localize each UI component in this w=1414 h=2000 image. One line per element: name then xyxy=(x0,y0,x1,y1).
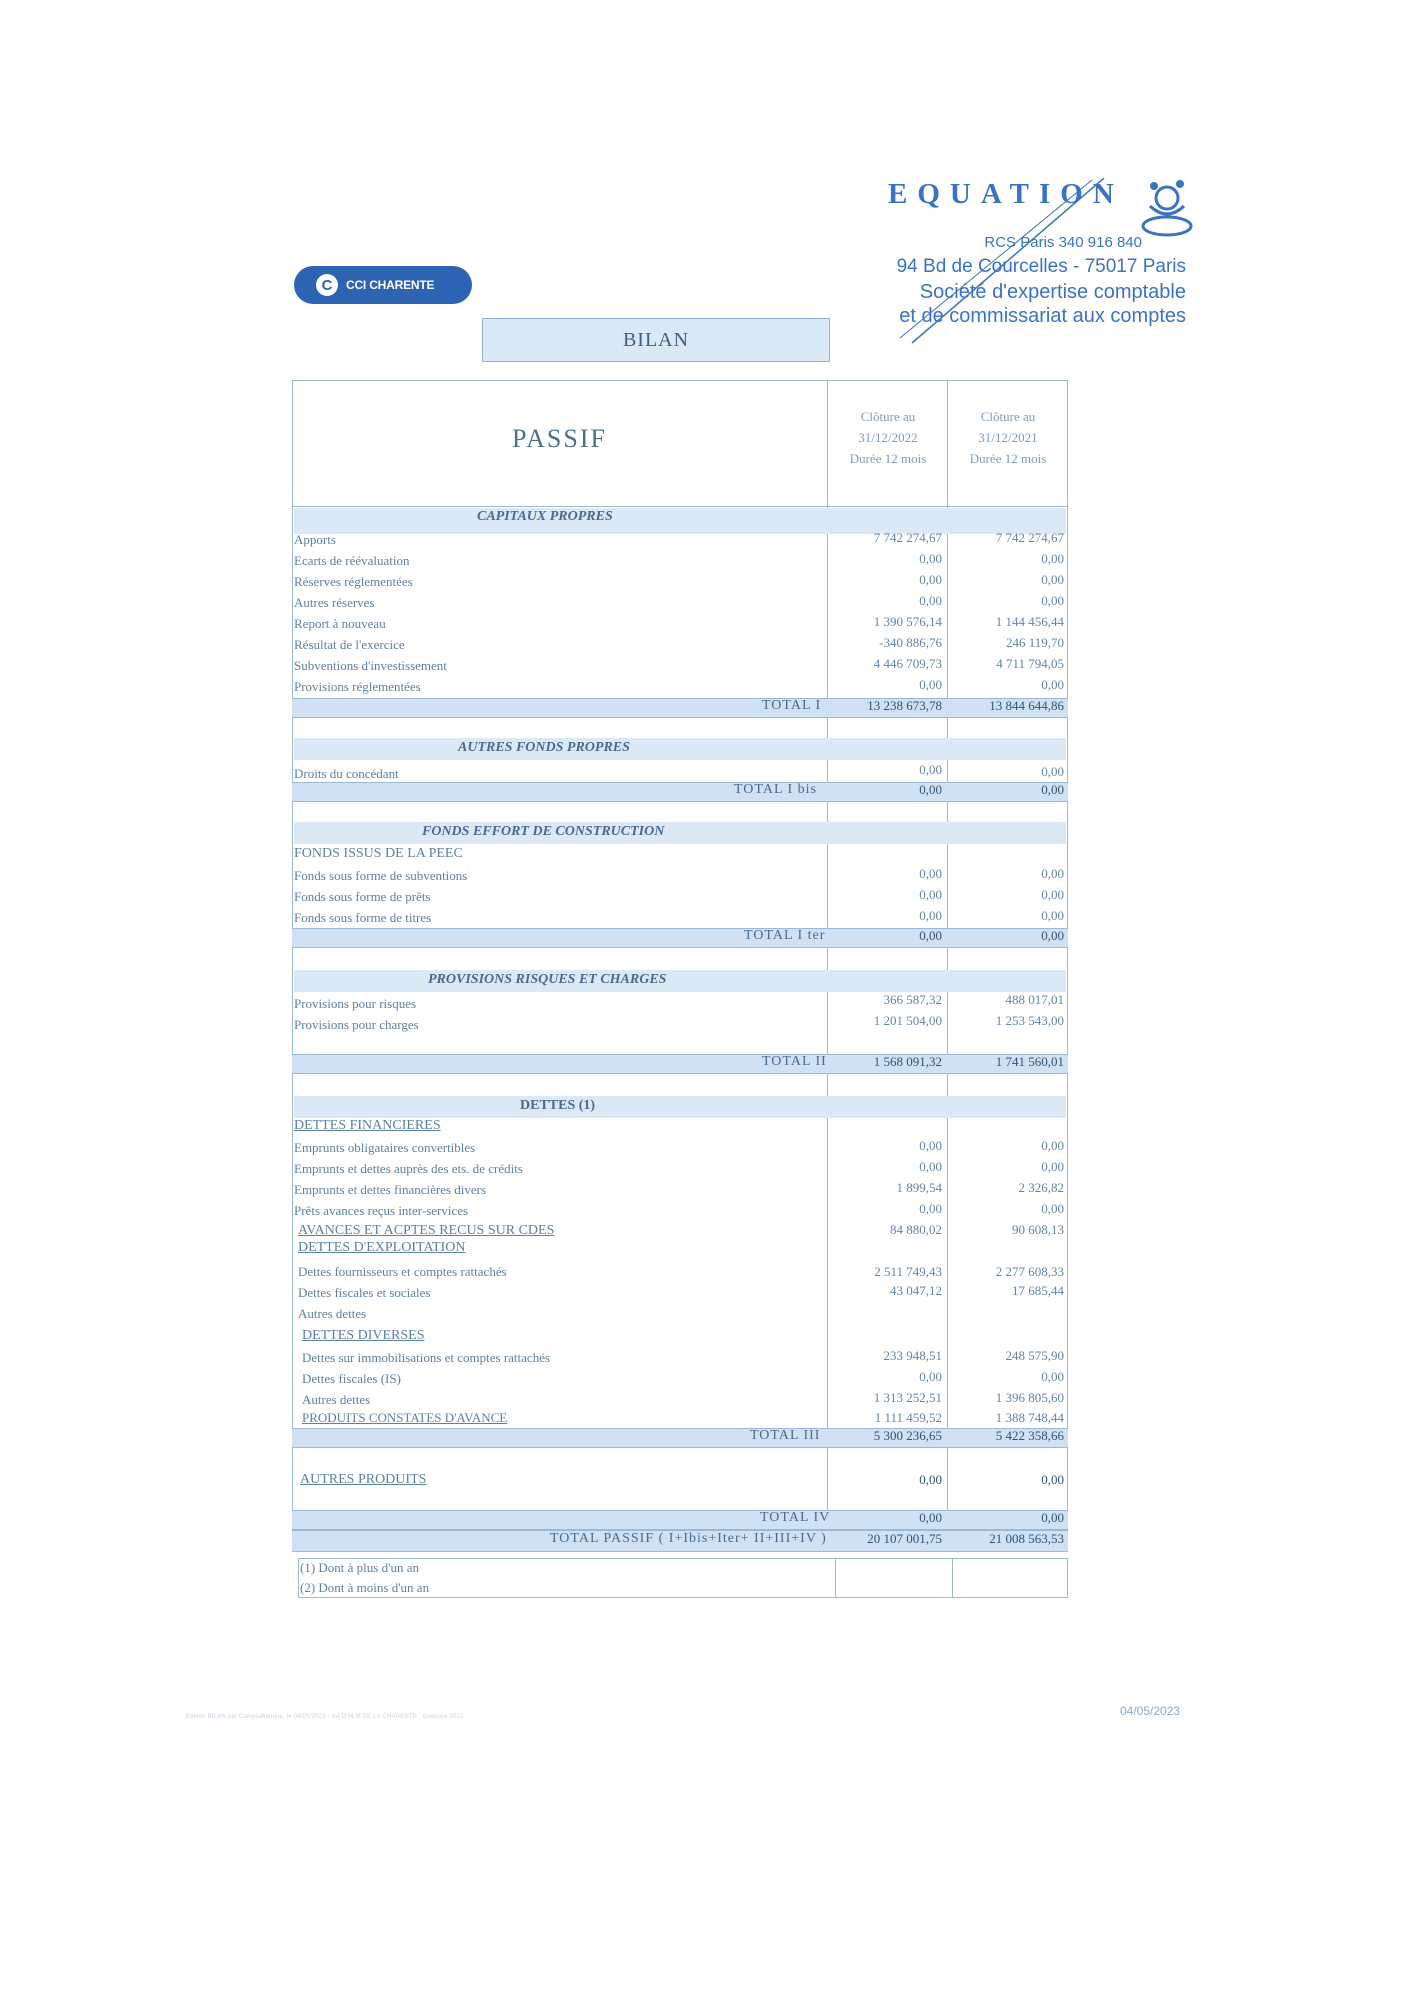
row-value-2022: 1 111 459,52 xyxy=(874,1410,942,1425)
row-label: Dettes fiscales (IS) xyxy=(302,1371,401,1386)
row-value-2021: 0,00 xyxy=(1041,1159,1064,1174)
row-label: Autres dettes xyxy=(302,1392,371,1407)
passif-table xyxy=(292,380,1068,1596)
section-band xyxy=(294,508,1066,534)
row-value-2022: 84 880,02 xyxy=(890,1222,942,1237)
section-band xyxy=(294,822,1066,844)
subsection-dettes-exploitation: DETTES D'EXPLOITATION xyxy=(298,1240,466,1255)
total-label: TOTAL IV xyxy=(760,1510,831,1525)
row-value-2022: 0,00 xyxy=(919,572,942,587)
row-value-2021: 0,00 xyxy=(1041,1369,1064,1384)
total-value-2022: 0,00 xyxy=(919,782,942,797)
section-band xyxy=(294,738,1066,760)
row-label: Réserves réglementées xyxy=(294,574,413,589)
total-value-2021: 13 844 644,86 xyxy=(989,698,1064,713)
cci-logo-mark-icon: C xyxy=(316,274,338,296)
header-divider xyxy=(292,506,1068,507)
row-value-2022: 0,00 xyxy=(919,1201,942,1216)
col-2022-header: Clôture au 31/12/2022 Durée 12 mois xyxy=(849,409,927,466)
row-label: Droits du concédant xyxy=(294,766,399,781)
row-label: Ecarts de réévaluation xyxy=(294,553,410,568)
footnote-divider-2 xyxy=(952,1558,953,1598)
row-value-2022: -340 886,76 xyxy=(879,635,942,650)
total-value-2021: 0,00 xyxy=(1041,1510,1064,1525)
cci-charente-logo xyxy=(294,266,472,304)
subsection-peec: FONDS ISSUS DE LA PEEC xyxy=(294,846,463,861)
total-value-2022: 13 238 673,78 xyxy=(867,698,942,713)
cci-logo-text: CCI CHARENTE xyxy=(346,278,435,292)
page-title: BILAN xyxy=(482,318,830,362)
row-value-2022: 0,00 xyxy=(919,677,942,692)
row-value-2021: 2 326,82 xyxy=(1018,1180,1064,1195)
section-autres-fonds-propres: AUTRES FONDS PROPRES xyxy=(458,740,630,755)
row-value-2022: 0,00 xyxy=(919,887,942,902)
row-label: Dettes sur immobilisations et comptes rattachés xyxy=(302,1350,551,1365)
row-value-2022: 43 047,12 xyxy=(890,1283,942,1298)
equation-emblem-icon xyxy=(1140,178,1194,238)
row-value-2022: 1 899,54 xyxy=(896,1180,942,1195)
row-value-2022: 4 446 709,73 xyxy=(873,656,942,671)
row-label: Report à nouveau xyxy=(294,616,386,631)
total-row xyxy=(292,928,1068,948)
row-value-2022: 1 313 252,51 xyxy=(873,1390,942,1405)
row-value-2021: 0,00 xyxy=(1041,1472,1064,1487)
stamp-rcs: RCS Paris 340 916 840 xyxy=(984,234,1142,251)
total-row xyxy=(292,782,1068,802)
subsection-dettes-diverses: DETTES DIVERSES xyxy=(302,1328,425,1343)
row-value-2021: 1 144 456,44 xyxy=(995,614,1064,629)
row-value-2021: 0,00 xyxy=(1041,1201,1064,1216)
row-label: Subventions d'investissement xyxy=(294,658,447,673)
row-value-2021: 90 608,13 xyxy=(1012,1222,1064,1237)
total-label: TOTAL I ter xyxy=(744,928,826,943)
row-value-2022: 0,00 xyxy=(919,866,942,881)
row-value-2021: 2 277 608,33 xyxy=(995,1264,1064,1279)
row-value-2022: 0,00 xyxy=(919,762,942,777)
row-value-2021: 0,00 xyxy=(1041,551,1064,566)
row-value-2022: 0,00 xyxy=(919,1472,942,1487)
row-value-2021: 1 396 805,60 xyxy=(995,1390,1064,1405)
row-value-2021: 488 017,01 xyxy=(1005,992,1064,1007)
row-value-2021: 248 575,90 xyxy=(1005,1348,1064,1363)
row-value-2021: 0,00 xyxy=(1041,866,1064,881)
section-provisions: PROVISIONS RISQUES ET CHARGES xyxy=(428,972,667,987)
section-dettes: DETTES (1) xyxy=(520,1098,596,1113)
row-label: Fonds sous forme de titres xyxy=(294,910,432,925)
row-label: Dettes fournisseurs et comptes rattachés xyxy=(298,1264,507,1279)
stamp-line-1: Société d'expertise comptable xyxy=(919,281,1186,303)
row-label: Fonds sous forme de subventions xyxy=(294,868,468,883)
total-value-2021: 0,00 xyxy=(1041,928,1064,943)
total-label: TOTAL I bis xyxy=(734,782,817,797)
row-value-2022: 233 948,51 xyxy=(883,1348,942,1363)
total-row xyxy=(292,698,1068,718)
row-label: Provisions réglementées xyxy=(294,679,421,694)
row-label: Prêts avances reçus inter-services xyxy=(294,1203,469,1218)
footer-date: 04/05/2023 xyxy=(1120,1704,1181,1718)
subsection-avances-acomptes: AVANCES ET ACPTES RECUS SUR CDES xyxy=(298,1223,555,1238)
total-label: TOTAL II xyxy=(762,1054,827,1069)
row-label: Autres réserves xyxy=(294,595,375,610)
row-value-2021: 4 711 794,05 xyxy=(996,656,1064,671)
row-label: Résultat de l'exercice xyxy=(294,637,405,652)
subsection-dettes-financieres: DETTES FINANCIERES xyxy=(294,1118,441,1133)
row-value-2021: 7 742 274,67 xyxy=(995,530,1064,545)
row-value-2022: 1 201 504,00 xyxy=(873,1013,942,1028)
row-value-2021: 0,00 xyxy=(1041,593,1064,608)
stamp-line-2: et de commissariat aux comptes xyxy=(899,305,1186,327)
footnote-1: (1) Dont à plus d'un an xyxy=(300,1560,419,1575)
total-label: TOTAL III xyxy=(750,1428,821,1443)
row-label: Dettes fiscales et sociales xyxy=(298,1285,431,1300)
footnote-2: (2) Dont à moins d'un an xyxy=(300,1580,430,1595)
row-value-2022: 0,00 xyxy=(919,593,942,608)
footnote-divider-1 xyxy=(835,1558,836,1598)
section-capitaux-propres: CAPITAUX PROPRES xyxy=(477,509,613,524)
row-value-2021: 17 685,44 xyxy=(1012,1283,1064,1298)
total-value-2022: 0,00 xyxy=(919,928,942,943)
row-value-2021: 0,00 xyxy=(1041,1138,1064,1153)
total-value-2022: 0,00 xyxy=(919,1510,942,1525)
subsection-produits-constates: PRODUITS CONSTATES D'AVANCE xyxy=(302,1410,508,1425)
section-fonds-effort-construction: FONDS EFFORT DE CONSTRUCTION xyxy=(422,824,665,839)
row-value-2021: 0,00 xyxy=(1041,677,1064,692)
total-row xyxy=(292,1428,1068,1448)
grand-total-value-2021: 21 008 563,53 xyxy=(989,1531,1064,1546)
row-value-2021: 0,00 xyxy=(1041,572,1064,587)
stamp-address: 94 Bd de Courcelles - 75017 Paris xyxy=(896,256,1186,277)
total-value-2021: 5 422 358,66 xyxy=(995,1428,1064,1443)
row-value-2022: 0,00 xyxy=(919,551,942,566)
total-value-2022: 5 300 236,65 xyxy=(873,1428,942,1443)
row-value-2022: 1 390 576,14 xyxy=(873,614,942,629)
row-label: Fonds sous forme de prêts xyxy=(294,889,431,904)
row-value-2022: 2 511 749,43 xyxy=(874,1264,942,1279)
row-value-2022: 0,00 xyxy=(919,1159,942,1174)
row-value-2022: 366 587,32 xyxy=(883,992,942,1007)
row-value-2021: 1 253 543,00 xyxy=(995,1013,1064,1028)
row-label: Emprunts et dettes auprès des ets. de crédits xyxy=(294,1161,523,1176)
row-value-2021: 246 119,70 xyxy=(1005,635,1064,650)
row-value-2022: 7 742 274,67 xyxy=(873,530,942,545)
total-label: TOTAL I xyxy=(762,698,822,713)
autres-produits-label: AUTRES PRODUITS xyxy=(300,1472,427,1487)
row-label: Emprunts et dettes financières divers xyxy=(294,1182,487,1197)
stamp-title: EQUATION xyxy=(888,178,1124,210)
row-value-2022: 0,00 xyxy=(919,1369,942,1384)
total-value-2021: 1 741 560,01 xyxy=(995,1054,1064,1069)
col-divider-2 xyxy=(947,380,948,1552)
grand-total-label: TOTAL PASSIF ( I+Ibis+Iter+ II+III+IV ) xyxy=(550,1531,827,1546)
passif-heading: PASSIF xyxy=(512,424,607,453)
row-value-2021: 0,00 xyxy=(1041,764,1064,779)
total-value-2022: 1 568 091,32 xyxy=(873,1054,942,1069)
row-value-2021: 0,00 xyxy=(1041,908,1064,923)
row-value-2022: 0,00 xyxy=(919,1138,942,1153)
row-value-2022: 0,00 xyxy=(919,908,942,923)
row-label: Apports xyxy=(294,532,336,547)
section-band xyxy=(294,1096,1066,1118)
row-label: Provisions pour charges xyxy=(294,1017,419,1032)
equation-stamp xyxy=(872,178,1202,348)
row-value-2021: 0,00 xyxy=(1041,887,1064,902)
grand-total-value-2022: 20 107 001,75 xyxy=(867,1531,942,1546)
row-label: Emprunts obligataires convertibles xyxy=(294,1140,476,1155)
row-label: Provisions pour risques xyxy=(294,996,417,1011)
total-row xyxy=(292,1510,1068,1530)
col-divider-1 xyxy=(827,380,828,1552)
row-value-2021: 1 388 748,44 xyxy=(995,1410,1064,1425)
document-reference: Edition BILAN par ComptaBanque, le 04/05/2023 - SA D'HLM DE LA CHARENTE - Exercice 2022 xyxy=(186,1714,464,1720)
total-value-2021: 0,00 xyxy=(1041,782,1064,797)
section-band xyxy=(294,970,1066,992)
row-label: Autres dettes xyxy=(298,1306,367,1321)
total-row xyxy=(292,1054,1068,1074)
col-2021-header: Clôture au 31/12/2021 Durée 12 mois xyxy=(969,409,1047,466)
